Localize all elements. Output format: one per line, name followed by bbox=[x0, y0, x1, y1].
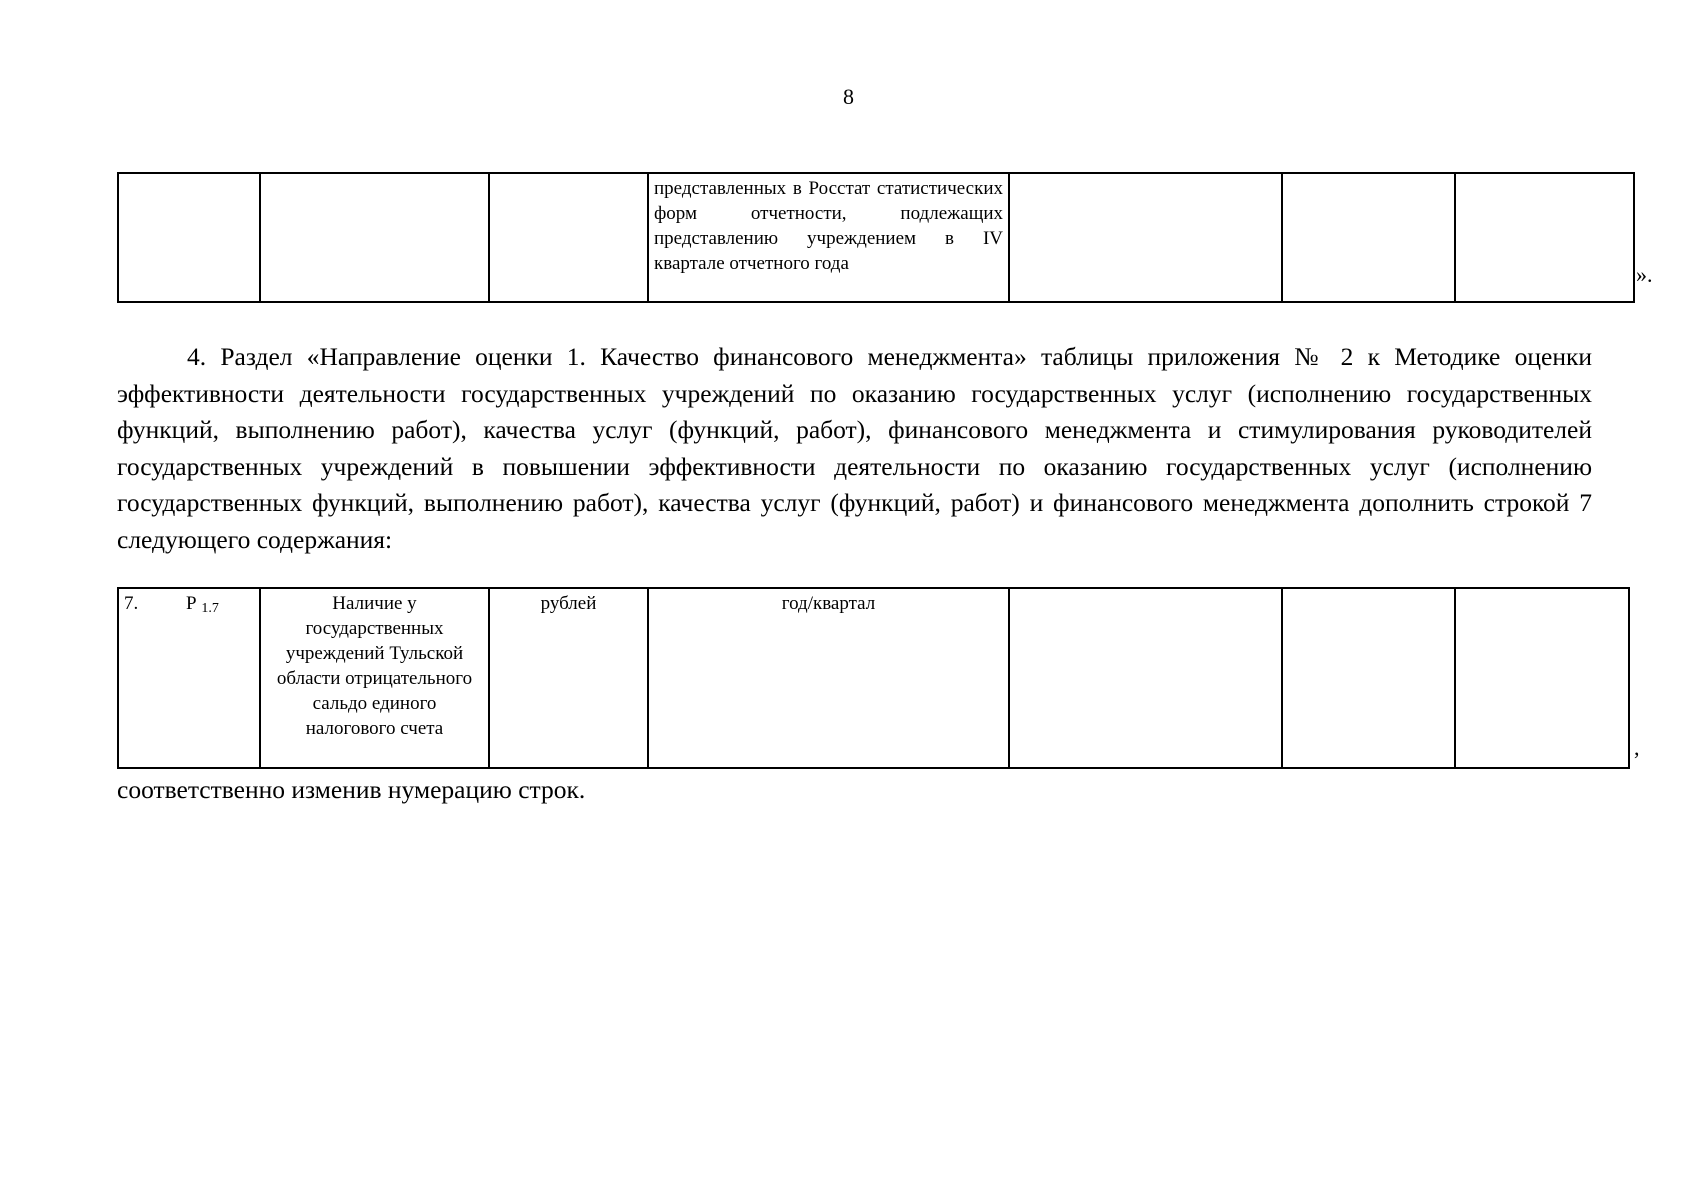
table-cell bbox=[1282, 173, 1455, 302]
table-cell bbox=[1009, 173, 1282, 302]
indicator-code bbox=[186, 593, 219, 614]
table-cell-unit: рублей bbox=[489, 588, 648, 768]
table-cell bbox=[260, 173, 489, 302]
closing-quote-mark: ». bbox=[1636, 262, 1653, 287]
amendment-paragraph: 4. Раздел «Направление оценки 1. Качество финансового менеджмента» таблицы приложения № 2 к Методике оценки эффективности деятельности государственных учреждений по оказанию государственных услуг (исполнению государственных функций, выполнению работ), качества услуг (функций, работ), финансового менеджмента и стимулирования руководителей государственных учреждений в повышении эффективности деятельности по оказанию государственных услуг (исполнению государственных функций, выполнению работ), качества услуг (функций, работ) и финансового менеджмента дополнить строкой 7 следующего содержания: bbox=[117, 342, 1592, 554]
indicator-code-letter: Р bbox=[186, 593, 197, 614]
table-cell bbox=[1282, 588, 1455, 768]
table-cell bbox=[489, 173, 648, 302]
table-cell bbox=[1455, 173, 1634, 302]
trailing-comma: , bbox=[1634, 735, 1640, 760]
table-cell bbox=[1455, 588, 1629, 768]
table-cell-indicator-name: Наличие у государственных учреждений Тульской области отрицательного сальдо единого налогового счета bbox=[260, 588, 489, 768]
closing-text: соответственно изменив нумерацию строк. bbox=[117, 775, 586, 804]
table-row bbox=[118, 588, 1629, 768]
table-new-row-7 bbox=[117, 587, 1630, 769]
table-cell-indicator-text: представленных в Росстат статистических форм отчетности, подлежащих представлению учреждением в IV квартале отчетного года bbox=[648, 173, 1009, 302]
table-cell bbox=[1009, 588, 1282, 768]
table-row bbox=[118, 173, 1634, 302]
table-cell-number bbox=[118, 588, 260, 768]
row-number: 7. bbox=[124, 593, 139, 614]
page-number: 8 bbox=[843, 84, 854, 109]
table-cell bbox=[118, 173, 260, 302]
indicator-code-index: 1.7 bbox=[201, 601, 219, 616]
table-cell-period: год/квартал bbox=[648, 588, 1009, 768]
table-fragment-top bbox=[117, 172, 1635, 303]
